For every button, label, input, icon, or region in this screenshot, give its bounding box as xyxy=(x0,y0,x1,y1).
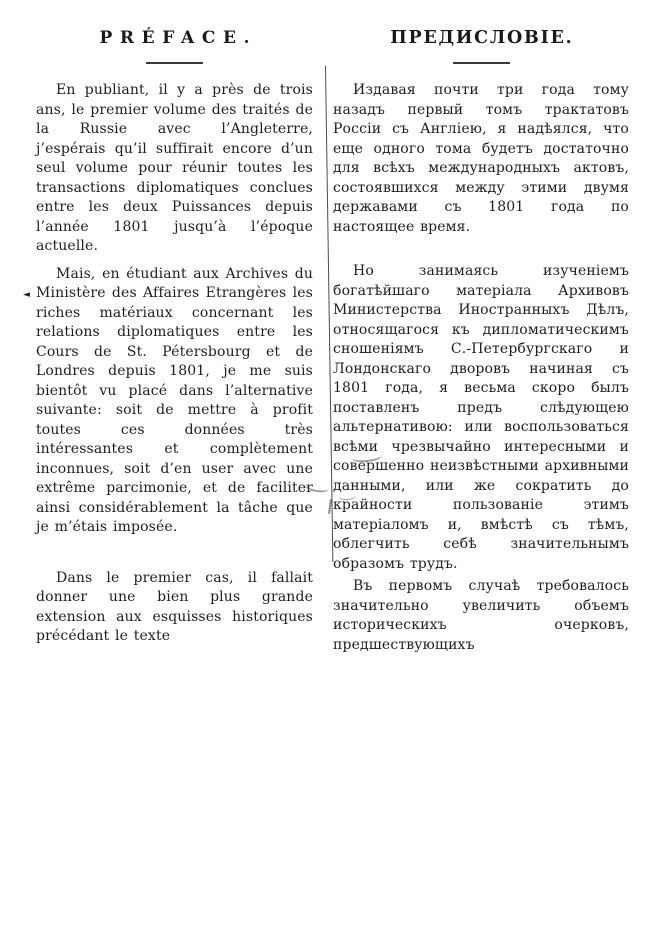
russian-column xyxy=(333,28,629,655)
french-heading-rule xyxy=(146,62,203,64)
russian-heading-rule xyxy=(453,62,510,64)
french-paragraph-1: En publiant, il y a près de trois ans, le premier volume des traités de la Russie avec l’Angleterre, j’espérais qu’il suffirait encore d’un seul volume pour réunir toutes les transactions diplomatiques conclues entre les deux Puissances depuis l’année 1801 jusqu’à l’époque actuelle. xyxy=(36,82,313,254)
french-paragraph-3: Dans le premier cas, il fallait donner une bien plus grande extension aux esquisses historiques précédant le texte xyxy=(36,569,313,644)
french-heading: PRÉFACE. xyxy=(99,28,258,48)
french-paragraph-2: Mais, en étudiant aux Archives du Ministère des Affaires Etrangères les riches matériaux concernant les relations diplomatiques entre les Cours de St. Pétersbourg et de Londres depuis 1801, je me suis bientôt vu placé dans l’alternative suivante: soit de mettre à profit toutes ces données très intéressantes et complètement inconnues, soit d’en user avec une extrême parcimonie, et de faciliter ainsi considérablement la tâche que je m’étais imposée. xyxy=(36,265,313,535)
russian-paragraph-1: Издавая почти три года тому назадъ первый томъ трактатовъ Россіи съ Англіею, я надѣялся, что еще одного тома будетъ достаточно для всѣхъ международныхъ актовъ, состоявшихся между этими двумя державами съ 1801 года по настоящее время. xyxy=(333,82,629,235)
russian-paragraph-2: Но занимаясь изученіемъ богатѣйшаго матеріала Архивовъ Министерства Иностранныхъ Дѣлъ, относящагося къ дипломатическимъ сношеніямъ С.-Петербургскаго и Лондонскаго дворовъ начиная съ 1801 года, я весьма скоро былъ поставленъ предъ слѣдующею альтернативою: или воспользоваться всѣми чрезвычайно интересными и совершенно неизвѣстными архивными данными, или же сократить до крайности пользованіе этимъ матеріаломъ и, вмѣстѣ съ тѣмъ, облегчить себѣ значительнымъ образомъ трудъ. xyxy=(333,263,629,572)
russian-heading: ПРЕДИСЛОВІЕ. xyxy=(390,28,574,48)
french-column xyxy=(36,28,313,647)
margin-arrow-mark: ◄ xyxy=(23,290,30,300)
russian-paragraph-3: Въ первомъ случаѣ требовалось значительно увеличить объемъ историческихъ очерковъ, предшествующихъ xyxy=(333,578,629,653)
